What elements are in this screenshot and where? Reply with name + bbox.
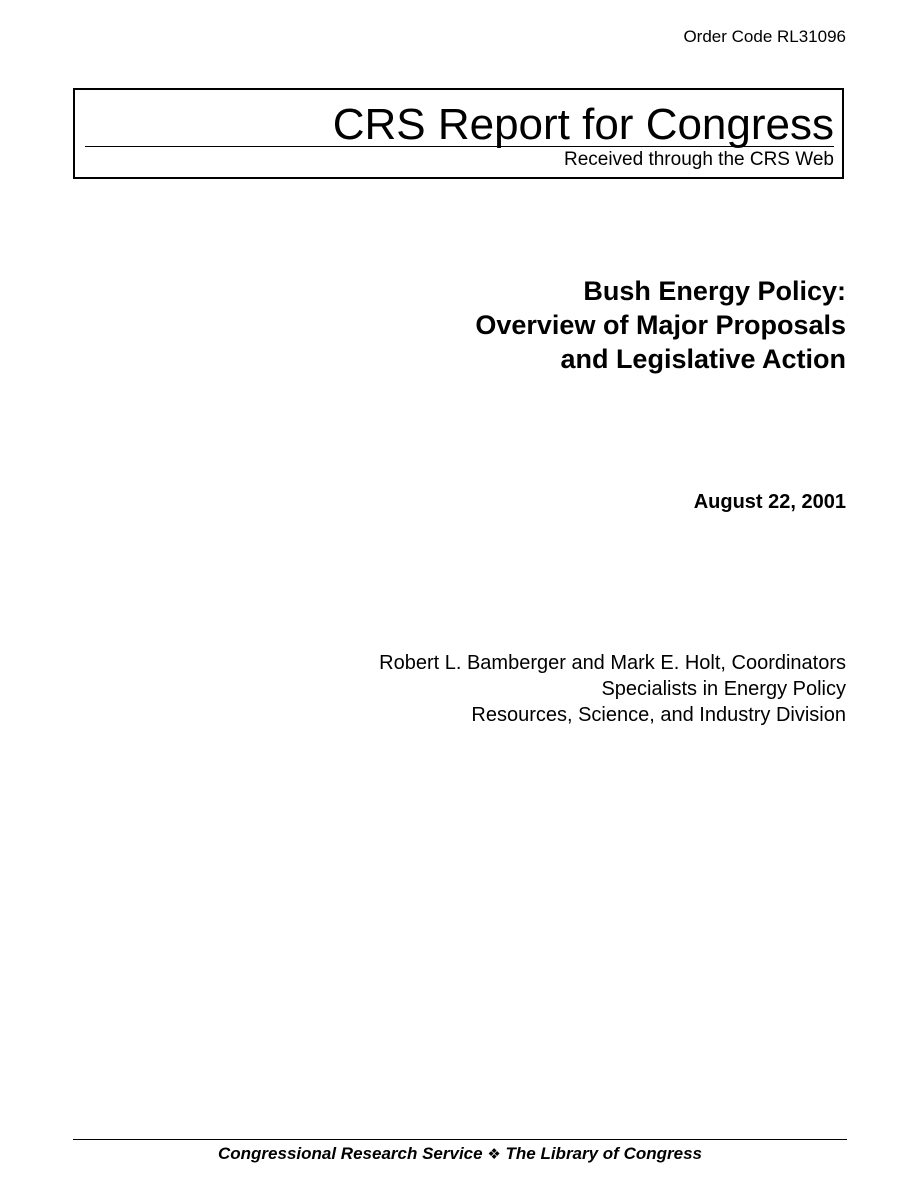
- report-title: [475, 274, 846, 376]
- report-title-line: Bush Energy Policy:: [583, 276, 846, 306]
- report-banner: [73, 88, 844, 179]
- footer: [0, 1143, 920, 1165]
- report-title-line: Overview of Major Proposals: [475, 310, 846, 340]
- footer-right: The Library of Congress: [505, 1144, 702, 1163]
- order-code: Order Code RL31096: [683, 27, 846, 46]
- author-position: Specialists in Energy Policy: [601, 678, 846, 700]
- author-division: Resources, Science, and Industry Division: [471, 704, 846, 726]
- banner-subtitle: Received through the CRS Web: [563, 149, 834, 170]
- author-block: [379, 650, 846, 728]
- report-title-line: and Legislative Action: [560, 344, 846, 374]
- footer-left: Congressional Research Service: [218, 1144, 483, 1163]
- diamond-separator-icon: ❖: [487, 1145, 501, 1163]
- banner-title: CRS Report for Congress: [332, 100, 834, 149]
- author-names: Robert L. Bamberger and Mark E. Holt, Coordinators: [379, 652, 846, 674]
- banner-divider: [85, 146, 834, 147]
- report-date: August 22, 2001: [693, 491, 846, 513]
- footer-divider: [73, 1139, 847, 1140]
